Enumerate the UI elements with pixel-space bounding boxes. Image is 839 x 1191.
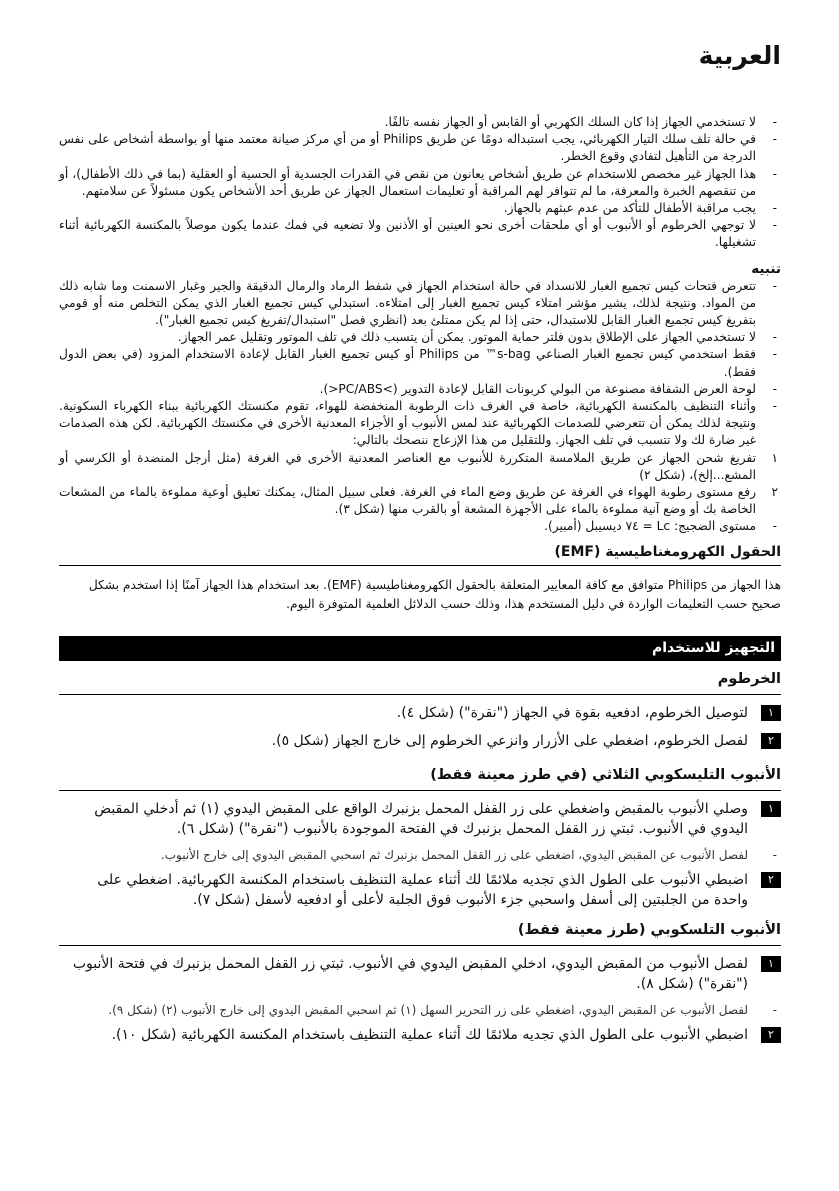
tele-note: - لفصل الأنبوب عن المقبض اليدوي، اضغطي على زر التحرير السهل (١) ثم اسحبي المقبض اليدوي إلى خارج الأنبوب (٢) (شكل ٩). [59, 1002, 781, 1019]
step-number-badge: ١ [761, 956, 781, 972]
step-number-badge: ٢ [761, 733, 781, 749]
caution-numbered-item [59, 484, 781, 518]
warning-item: - هذا الجهاز غير مخصص للاستخدام عن طريق أشخاص يعانون من نقص في القدرات الجسدية أو الحسية أو العقلية (بما في ذلك الأطفال)، أو من تنقصهم الخبرة والمعرفة، ما لم تتوافر لهم المراقبة أو تعليمات استعمال الجهاز عن طريق أحد الأشخاص يكون مسئولاً عن سلامتهم. [59, 166, 781, 200]
manual-page [59, 38, 781, 1053]
telescopic-heading: الأنبوب التلسكوبي (طرز معينة فقط) [59, 918, 781, 946]
item-text: تفريغ شحن الجهاز عن طريق الملامسة المتكررة للأنبوب مع العناصر المعدنية الأخرى في الغرفة (مثل أرجل المنضدة أو الكرسي أو المشع...إلخ)، (شكل ٢) [59, 450, 756, 482]
warning-item: - لا توجهي الخرطوم أو الأنبوب أو أي ملحقات أخرى نحو العينين أو الأذنين ولا تضعيه في فمك عندما يكون موصلاً بالمكنسة الكهربائية أثناء تشغيلها. [59, 217, 781, 251]
section-bar-preparing: التجهيز للاستخدام [59, 636, 781, 661]
language-title: العربية [698, 41, 781, 70]
step-text: لفصل الأنبوب من المقبض اليدوي، ادخلي المقبض اليدوي في الأنبوب. ثبتي زر القفل المحمل بزنبرك في فتحة الأنبوب ("نقرة") (شكل ٨). [72, 955, 748, 992]
hose-step [59, 703, 781, 723]
triple-telescopic-heading: الأنبوب التليسكوبي الثلاثي (في طرز معينة فقط) [59, 763, 781, 791]
hose-heading: الخرطوم [59, 667, 781, 695]
tele-step [59, 1025, 781, 1045]
caution-item: - تتعرض فتحات كيس تجميع الغبار للانسداد في حالة استخدام الجهاز في شفط الرماد والرمال الدقيقة والجير وغبار الاسمنت وما شابه ذلك من المواد. ونتيجة لذلك، يشير مؤشر امتلاء كيس تجميع الغبار إلى امتلاءه. استبدلي كيس تجميع الغبار الذي يمكن التخلص منه أو قومي بتفريغ كيس تجميع الغبار القابل للاستبدال، حتى إذا لم يكن ممتلئ بعد (انظري فصل "استبدال/تفريغ كيس تجميع الغبار"). [59, 278, 781, 330]
item-text: رفع مستوى رطوبة الهواء في الغرفة عن طريق وضع الماء في الغرفة. فعلى سبيل المثال، يمكنك تعليق أوعية مملوءة بالماء من المشعات الخاصة بك أو وضع آنية مملوءة بالماء على الأجهزة المشعة أو بالقرب منها (شكل ٣). [59, 485, 756, 517]
tele-step [59, 954, 781, 994]
step-text: اضبطي الأنبوب على الطول الذي تجديه ملائمًا لك أثناء عملية التنظيف باستخدام المكنسة الكهربائية. اضغطي على واحدة من الجلبتين إلى أسفل واسحبي جزء الأنبوب فوق الجلبة لأعلى أو ادفعيه لأسفل (شكل ٧). [97, 871, 748, 908]
caution-item: - لا تستخدمي الجهاز على الإطلاق بدون فلتر حماية الموتور. يمكن أن يتسبب ذلك في تلف الموتور وتقليل عمر الجهاز. [59, 329, 781, 346]
noise-level: - مستوى الضجيج: Lc = ٧٤ ديسيبل (أمبير). [59, 518, 781, 535]
step-text: اضبطي الأنبوب على الطول الذي تجديه ملائمًا لك أثناء عملية التنظيف باستخدام المكنسة الكهربائية (شكل ١٠). [111, 1026, 748, 1043]
step-number-badge: ٢ [761, 872, 781, 888]
step-number-badge: ١ [761, 705, 781, 721]
triple-note: - لفصل الأنبوب عن المقبض اليدوي، اضغطي على زر القفل المحمل بزنبرك ثم اسحبي المقبض اليدوي إلى خارج الأنبوب. [59, 847, 781, 864]
caution-numbered-item [59, 450, 781, 484]
caution-item: - فقط استخدمي كيس تجميع الغبار الصناعي s-bag™ من Philips أو كيس تجميع الغبار القابل لإعادة الاستخدام المزود (في بعض الدول فقط). [59, 346, 781, 380]
triple-step [59, 799, 781, 839]
hose-step [59, 731, 781, 751]
emf-paragraph: هذا الجهاز من Philips متوافق مع كافة المعايير المتعلقة بالحقول الكهرومغناطيسية (EMF). بعد استخدام هذا الجهاز آمنًا إذا استخدم بشكل صحيح حسب التعليمات الواردة في دليل المستخدم هذا، وذلك حسب الدلائل العلمية المتوفرة اليوم. [88, 577, 781, 611]
warning-item: - يجب مراقبة الأطفال للتأكد من عدم عبثهم بالجهاز. [59, 200, 781, 217]
step-text: وصلي الأنبوب بالمقبض واضغطي على زر القفل المحمل بزنبرك الواقع على المقبض اليدوي (١) ثم أدخلي المقبض اليدوي في الأنبوب. ثبتي زر القفل المحمل بزنبرك في الفتحة الموجودة بالأنبوب ("نقرة") (شكل ٦). [94, 800, 748, 837]
warning-item: - لا تستخدمي الجهاز إذا كان السلك الكهربي أو القابس أو الجهاز نفسه تالفًا. [59, 114, 781, 131]
step-number-badge: ٢ [761, 1027, 781, 1043]
step-text: لفصل الخرطوم، اضغطي على الأزرار وانزعي الخرطوم إلى خارج الجهاز (شكل ٥). [271, 732, 748, 749]
caution-item: - لوحة العرض الشفافة مصنوعة من البولي كربونات القابل لإعادة التدوير (>PC/ABS<). [59, 381, 781, 398]
triple-step [59, 870, 781, 910]
emf-heading: الحقول الكهرومغناطيسية (EMF) [59, 541, 781, 566]
caution-list [59, 278, 781, 536]
warning-item: - في حالة تلف سلك التيار الكهربائي، يجب استبداله دومًا عن طريق Philips أو من أي مركز صيانة معتمد منها أو بواسطة أشخاص على نفس الدرجة من التأهيل لتفادي وقوع الخطر. [59, 131, 781, 165]
item-number: ١ [771, 450, 778, 465]
step-number-badge: ١ [761, 801, 781, 817]
warnings-list [59, 114, 781, 252]
item-number: ٢ [771, 485, 778, 500]
caution-heading: تنبيه [751, 260, 781, 277]
caution-item: - وأثناء التنظيف بالمكنسة الكهربائية، خاصة في الغرف ذات الرطوبة المنخفضة للهواء، تقوم مكنستك الكهربائية ببناء الكهرباء السكونية. ونتيجة لذلك يمكن أن تتعرضي للصدمات الكهربائية عند لمس الأنبوب أو الأجزاء المعدنية الأخرى في مكنستك الكهربائية. لكن هذه الصدمات غير ضارة لك ولا تتسبب في تلف الجهاز. وللتقليل من هذا الإزعاج ننصحك بالتالي: [59, 398, 781, 450]
step-text: لتوصيل الخرطوم، ادفعيه بقوة في الجهاز ("نقرة") (شكل ٤). [396, 704, 748, 721]
